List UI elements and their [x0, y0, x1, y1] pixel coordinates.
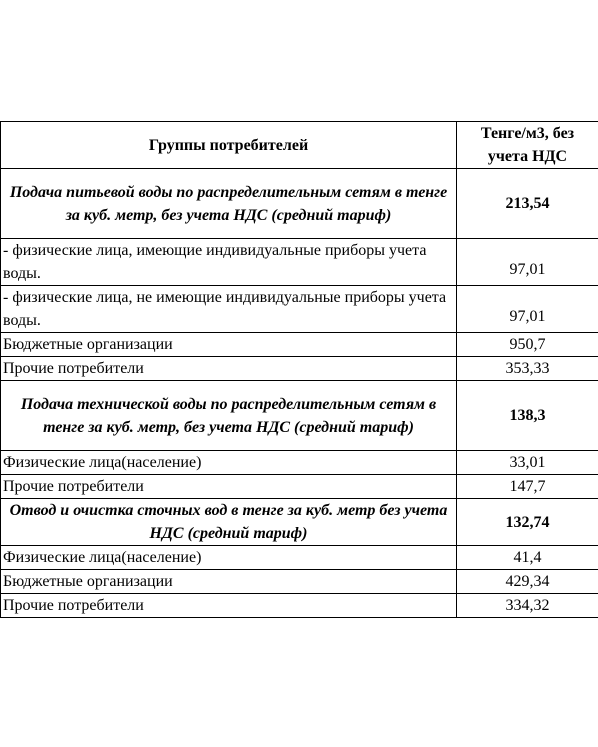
table-row: [1, 451, 598, 475]
table-row: [1, 239, 598, 286]
row-value: 353,33: [457, 357, 598, 381]
section-label: Подача технической воды по распределительным сетям в тенге за куб. метр, без учета НДС (средний тариф): [1, 381, 457, 451]
table-row: [1, 546, 598, 570]
table-header-row: [1, 122, 598, 169]
section-value: 132,74: [457, 499, 598, 546]
row-value: 429,34: [457, 570, 598, 594]
row-label: Физические лица(население): [1, 451, 457, 475]
row-label: Прочие потребители: [1, 475, 457, 499]
section-label: Отвод и очистка сточных вод в тенге за куб. метр без учета НДС (средний тариф): [1, 499, 457, 546]
section-row-technical-water: [1, 381, 598, 451]
tariff-table: [0, 121, 598, 618]
row-value: 41,4: [457, 546, 598, 570]
row-label: - физические лица, не имеющие индивидуальные приборы учета воды.: [1, 286, 457, 333]
row-label: Прочие потребители: [1, 594, 457, 618]
section-label: Подача питьевой воды по распределительным сетям в тенге за куб. метр, без учета НДС (средний тариф): [1, 169, 457, 239]
row-value: 950,7: [457, 333, 598, 357]
section-row-drinking-water: [1, 169, 598, 239]
table-row: [1, 333, 598, 357]
row-value: 334,32: [457, 594, 598, 618]
table-row: [1, 286, 598, 333]
row-label: Прочие потребители: [1, 357, 457, 381]
row-label: Бюджетные организации: [1, 570, 457, 594]
table-row: [1, 357, 598, 381]
table-row: [1, 570, 598, 594]
row-value: 147,7: [457, 475, 598, 499]
row-label: Бюджетные организации: [1, 333, 457, 357]
header-consumer-groups: Группы потребителей: [1, 122, 457, 169]
row-value: 97,01: [457, 286, 598, 333]
row-label: - физические лица, имеющие индивидуальные приборы учета воды.: [1, 239, 457, 286]
table-row: [1, 475, 598, 499]
section-row-wastewater: [1, 499, 598, 546]
row-value: 33,01: [457, 451, 598, 475]
row-value: 97,01: [457, 239, 598, 286]
table-row: [1, 594, 598, 618]
section-value: 213,54: [457, 169, 598, 239]
section-value: 138,3: [457, 381, 598, 451]
header-tariff-unit: Тенге/м3, без учета НДС: [457, 122, 598, 169]
row-label: Физические лица(население): [1, 546, 457, 570]
